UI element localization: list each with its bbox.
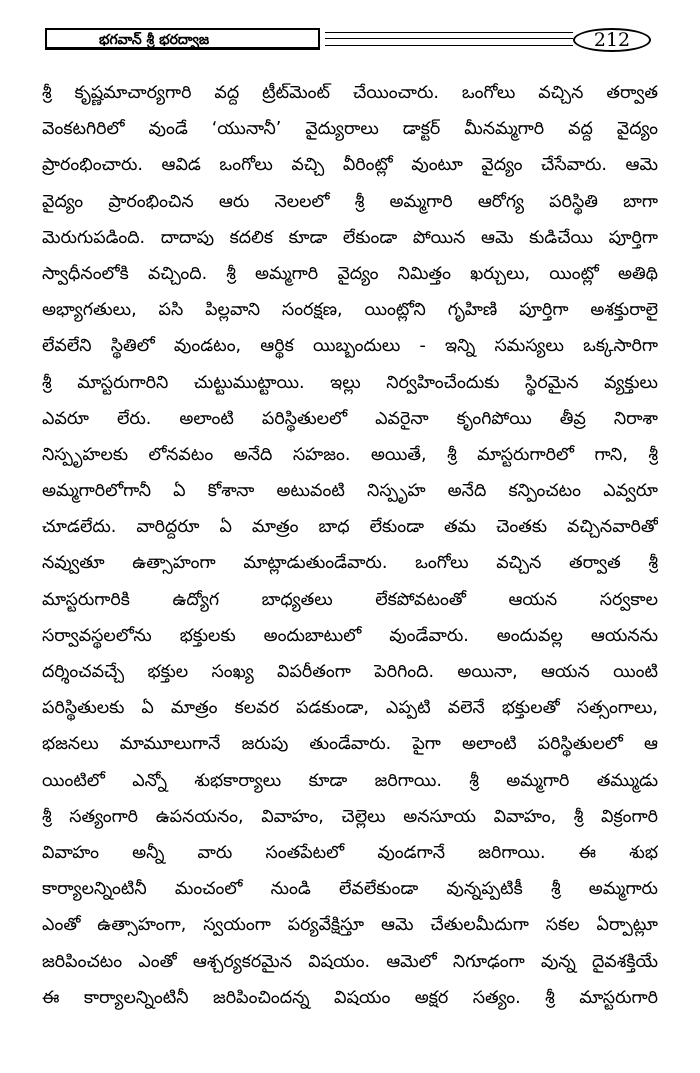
text-line: భజనలు మామూలుగానే జరుపు తుండేవారు. పైగా అలాంటి పరిస్థితులలో ఆ [42, 734, 658, 755]
text-line: వైద్యం ప్రారంభించిన ఆరు నెలలలో శ్రీ అమ్మగారి ఆరోగ్య పరిస్థితి బాగా [42, 191, 658, 212]
text-line: ఎంతో ఉత్సాహంగా, స్వయంగా పర్యవేక్షిస్తూ ఆమె చేతులమీదుగా సకల ఏర్పాట్లూ [42, 915, 658, 936]
text-line: యింటిలో ఎన్నో శుభకార్యాలు కూడా జరిగాయి. శ్రీ అమ్మగారి తమ్ముడు [42, 770, 658, 791]
page-header [45, 28, 655, 56]
book-title-box [45, 28, 320, 50]
text-line: అమ్మగారిలోగానీ ఏ కోశానా అటువంటి నిస్పృహ అనేది కన్పించటం ఎవ్వరూ [42, 481, 658, 502]
text-line: పరిస్థితులకు ఏ మాత్రం కలవర పడకుండా, ఎప్పటి వలెనే భక్తులతో సత్సంగాలు, [42, 698, 658, 719]
text-line: శ్రీ మాస్టరుగారిని చుట్టుముట్టాయి. ఇల్లు నిర్వహించేందుకు స్థిరమైన వ్యక్తులు [42, 372, 658, 393]
text-line: స్వాధీనంలోకి వచ్చింది. శ్రీ అమ్మగారి వైద్యం నిమిత్తం ఖర్చులు, యింట్లో అతిథి [42, 263, 658, 284]
text-line: జరిపించటం ఎంతో ఆశ్చర్యకరమైన విషయం. ఆమెలో నిగూఢంగా వున్న దైవశక్తియే [42, 951, 658, 972]
text-line: అభ్యాగతులు, పసి పిల్లవాని సంరక్షణ, యింట్లోని గృహిణి పూర్తిగా అశక్తురాలై [42, 300, 658, 321]
text-line: ఎవరూ లేరు. అలాంటి పరిస్థితులలో ఎవరైనా కృంగిపోయి తీవ్ర నిరాశా [42, 408, 658, 429]
text-line: కార్యాలన్నింటినీ మంచంలో నుండి లేవలేకుండా వున్నప్పటికీ శ్రీ అమ్మగారు [42, 879, 658, 900]
text-line: శ్రీ సత్యంగారి ఉపనయనం, వివాహం, చెల్లెలు అనసూయ వివాహం, శ్రీ విక్రంగారి [42, 806, 658, 827]
text-line: ప్రారంభించారు. ఆవిడ ఒంగోలు వచ్చి వీరింట్లో వుంటూ వైద్యం చేసేవారు. ఆమె [42, 155, 658, 176]
text-line: మెరుగుపడింది. దాదాపు కదలిక కూడా లేకుండా పోయిన ఆమె కుడిచేయి పూర్తిగా [42, 227, 658, 248]
header-rule [325, 32, 573, 46]
text-line: నవ్వుతూ ఉత్సాహంగా మాట్లాడుతుండేవారు. ఒంగోలు వచ్చిన తర్వాత శ్రీ [42, 553, 658, 574]
book-title: భగవాన్ శ్రీ భరద్వాజ [99, 32, 210, 48]
page-number: 212 [593, 29, 631, 51]
text-line: మాస్టరుగారికి ఉద్యోగ బాధ్యతలు లేకపోవటంతో ఆయన సర్వకాల [42, 589, 658, 610]
text-line: శ్రీ కృష్ణమాచార్యగారి వద్ద ట్రీట్‌మెంట్ చేయించారు. ఒంగోలు వచ్చిన తర్వాత [42, 83, 658, 103]
page-number-oval [573, 28, 651, 52]
text-line: సర్వావస్థలలోను భక్తులకు అందుబాటులో వుండేవారు. అందువల్ల ఆయనను [42, 625, 658, 646]
text-line: ఈ కార్యాలన్నింటినీ జరిపించిందన్న విషయం అక్షర సత్యం. శ్రీ మాస్టరుగారి [42, 987, 658, 1008]
text-line: నిస్పృహలకు లోనవటం అనేది సహజం. అయితే, శ్రీ మాస్టరుగారిలో గాని, శ్రీ [42, 444, 658, 465]
text-line: వివాహం అన్నీ వారు సంతపేటలో వుండగానే జరిగాయి. ఈ శుభ [42, 842, 658, 863]
text-line: చూడలేదు. వారిద్దరూ ఏ మాత్రం బాధ లేకుండా తమ చెంతకు వచ్చినవారితో [42, 517, 658, 538]
text-line: లేవలేని స్థితిలో వుండటం, ఆర్థిక యిబ్బందులు - ఇన్ని సమస్యలు ఒక్కసారిగా [42, 336, 658, 357]
body-text [42, 82, 658, 1023]
text-line: వెంకటగిరిలో వుండే ‘యునానీ’ వైద్యురాలు డాక్టర్ మీనమ్మగారి వద్ద వైద్యం [42, 119, 658, 140]
text-line: దర్శించవచ్చే భక్తుల సంఖ్య విపరీతంగా పెరిగింది. అయినా, ఆయన యింటి [42, 662, 658, 682]
